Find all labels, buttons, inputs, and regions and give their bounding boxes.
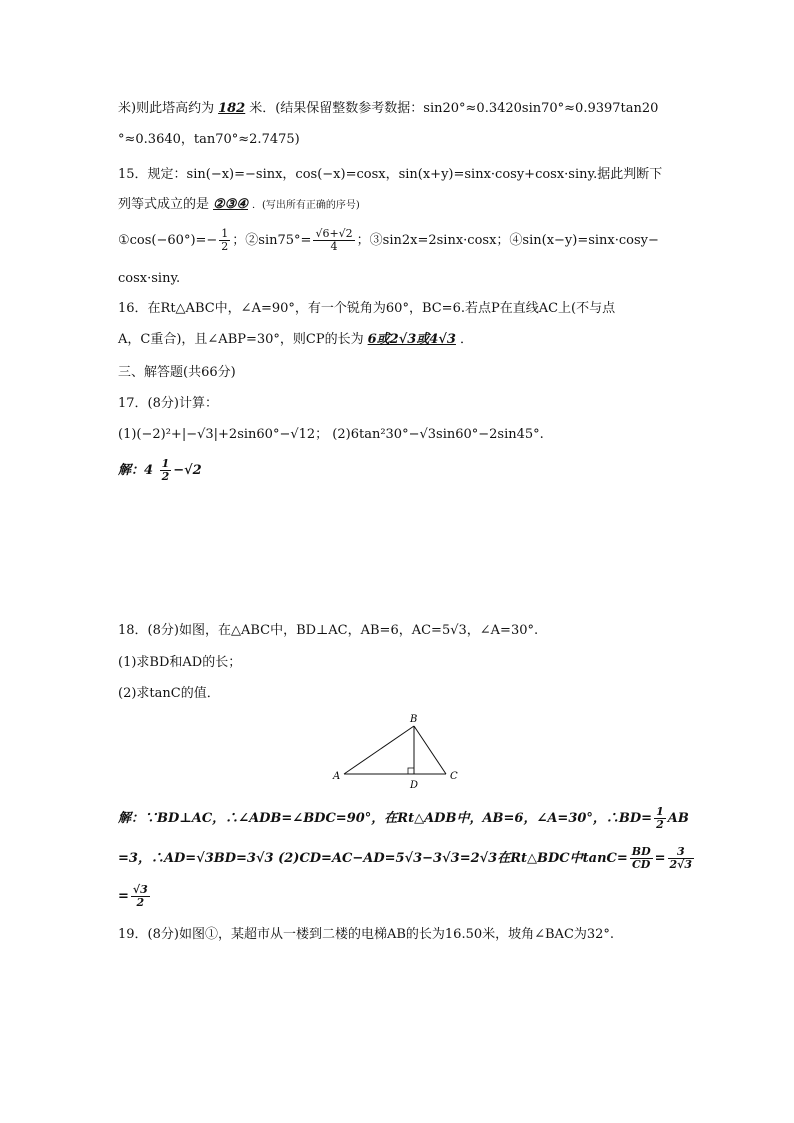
- line-q18-solution-2: [118, 846, 696, 871]
- numerator: 1: [656, 805, 664, 818]
- text-segment: 三、解答题(共66分): [118, 365, 236, 380]
- text-segment: (1)求BD和AD的长；: [118, 655, 242, 670]
- text-segment: ；②sin75°=: [232, 233, 312, 248]
- fraction: [219, 228, 230, 253]
- text-segment: 列等式成立的是: [118, 197, 210, 212]
- line-q17-title: [118, 395, 218, 413]
- line-q15-options: [118, 228, 659, 253]
- line-q17-solution: [118, 458, 202, 483]
- text-segment: A，C重合)，且∠ABP=30°，则CP的长为: [118, 332, 364, 347]
- denominator: 2: [656, 818, 664, 831]
- text-segment: −√2: [173, 463, 202, 478]
- numerator: √3: [132, 883, 148, 896]
- text-segment: 18．(8分)如图，在△ABC中，BD⊥AC，AB=6，AC=5√3，∠A=30°.: [118, 623, 539, 638]
- fraction: [654, 806, 666, 831]
- text-segment: 19．(8分)如图①，某超市从一楼到二楼的电梯AB的长为16.50米，坡角∠BAC为32°.: [118, 927, 615, 942]
- text-segment: 米)则此塔高约为: [118, 101, 215, 116]
- numerator: 3: [668, 846, 695, 859]
- answer-blank: ②③④: [213, 197, 248, 212]
- text-segment: =3，∴AD=√3BD=3√3 (2)CD=AC−AD=5√3−3√3=2√3在Rt△BDC中tanC=: [118, 851, 628, 866]
- text-segment: (2)求tanC的值．: [118, 686, 220, 701]
- side-ab: [344, 726, 414, 774]
- text-segment: 17．(8分)计算：: [118, 396, 218, 411]
- line-q18-solution-1: [118, 806, 689, 831]
- numerator: BD: [631, 845, 651, 858]
- numerator: √6+√2: [315, 227, 353, 240]
- text-segment: cosx·siny.: [118, 271, 181, 286]
- line-q15-question: [118, 196, 360, 215]
- text-segment: 16．在Rt△ABC中，∠A=90°，有一个锐角为60°，BC=6.若点P在直线AC上(不与点: [118, 301, 616, 316]
- fraction: [668, 846, 695, 871]
- fraction: [131, 884, 150, 909]
- text-segment: =: [654, 851, 666, 866]
- label-d: D: [410, 780, 419, 791]
- side-bc: [414, 726, 446, 774]
- line-q14-data: [118, 131, 300, 149]
- fraction: [313, 228, 354, 253]
- label-a: A: [333, 771, 341, 782]
- line-q18-part2: [118, 685, 220, 703]
- text-segment: °≈0.3640，tan70°≈2.7475): [118, 132, 300, 147]
- line-q18-solution-3: [118, 884, 152, 909]
- denominator: CD: [632, 858, 651, 871]
- line-q16-question: [118, 300, 615, 318]
- text-segment: 米．(结果保留整数参考数据：sin20°≈0.3420sin70°≈0.9397tan20: [249, 101, 659, 116]
- fraction: [630, 846, 653, 871]
- line-q18-question: [118, 622, 538, 640]
- text-segment: ①cos(−60°)=−: [118, 233, 218, 248]
- section-heading: [118, 364, 236, 382]
- triangle-diagram: [330, 712, 470, 792]
- numerator: 1: [221, 227, 229, 240]
- numerator: 1: [161, 457, 170, 470]
- denominator: 2: [221, 240, 229, 253]
- line-q15-options-cont: [118, 270, 180, 288]
- line-q18-part1: [118, 654, 241, 672]
- fraction: [160, 458, 172, 483]
- text-segment: =: [118, 889, 129, 904]
- text-segment: ．: [459, 332, 473, 347]
- line-q19-question: [118, 926, 614, 944]
- text-segment: ；③sin2x=2sinx·cosx；④sin(x−y)=sinx·cosy−: [356, 233, 659, 248]
- text-segment: ．(写出所有正确的序号): [251, 200, 360, 211]
- line-q16-answer: [118, 331, 473, 349]
- line-q15-rule: [118, 166, 662, 184]
- text-segment: 解：∵BD⊥AC，∴∠ADB=∠BDC=90°，在Rt△ADB中，AB=6，∠A=30°，∴BD=: [118, 811, 653, 826]
- text-segment: 15．规定：sin(−x)=−sinx，cos(−x)=cosx，sin(x+y)=sinx·cosy+cosx·siny.据此判断下: [118, 167, 663, 182]
- answer-blank: 6或2√3或4√3: [367, 332, 456, 347]
- denominator: 4: [330, 240, 338, 253]
- answer-blank: 182: [218, 101, 246, 116]
- label-b: B: [410, 714, 418, 725]
- line-q14-answer: [118, 100, 658, 118]
- line-q17-expressions: [118, 426, 544, 444]
- right-angle-mark: [408, 768, 414, 774]
- denominator: 2: [136, 896, 145, 909]
- text-segment: (1)(−2)²+|−√3|+2sin60°−√12； (2)6tan²30°−√3sin60°−2sin45°.: [118, 427, 544, 442]
- text-segment: 解：4: [118, 463, 154, 478]
- text-segment: AB: [667, 811, 689, 826]
- denominator: 2: [161, 470, 170, 483]
- denominator: 2√3: [669, 858, 693, 871]
- label-c: C: [450, 771, 458, 782]
